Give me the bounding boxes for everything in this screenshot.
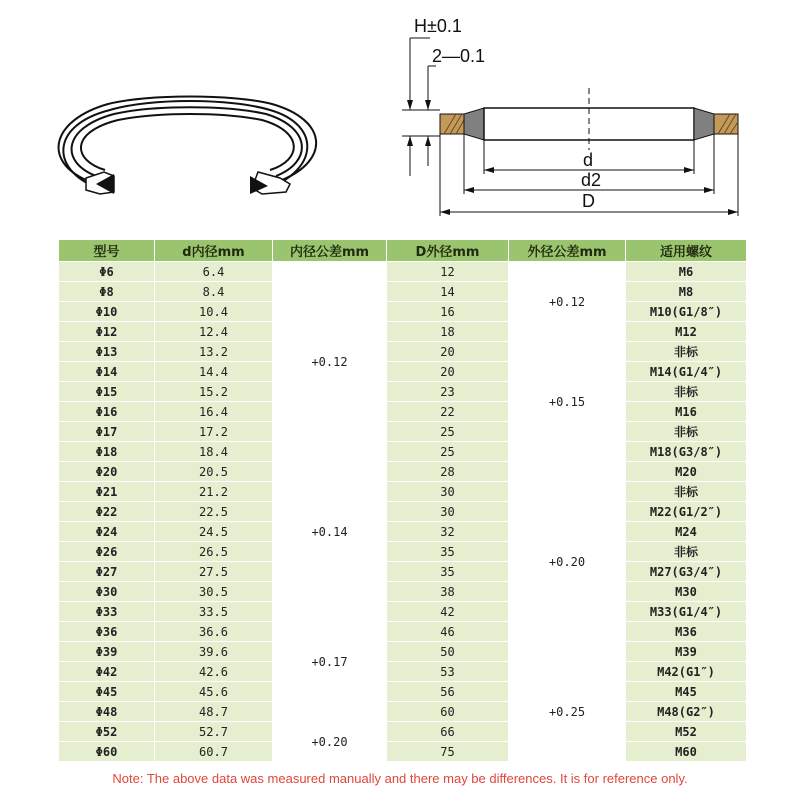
table-row — [59, 302, 747, 322]
model-cell: Φ17 — [59, 422, 155, 442]
table-row — [59, 602, 747, 622]
thread-cell: M14(G1/4″) — [626, 362, 747, 382]
table-row — [59, 742, 747, 762]
inner-tolerance-cell: +0.17 — [273, 602, 387, 722]
model-cell: Φ14 — [59, 362, 155, 382]
thread-cell: M8 — [626, 282, 747, 302]
thread-cell: M24 — [626, 522, 747, 542]
table-row — [59, 402, 747, 422]
outer-tolerance-cell: +0.20 — [509, 462, 626, 662]
seal-illustration — [0, 0, 800, 232]
dimension-label-outer-d: D — [582, 191, 595, 211]
header-inner-diameter: d内径mm — [155, 240, 273, 262]
table-row — [59, 702, 747, 722]
thread-cell: 非标 — [626, 422, 747, 442]
outer-diameter-cell: 56 — [387, 682, 509, 702]
table-row — [59, 422, 747, 442]
inner-diameter-cell: 13.2 — [155, 342, 273, 362]
inner-diameter-cell: 14.4 — [155, 362, 273, 382]
dimension-label-d: d — [583, 150, 594, 170]
table-row — [59, 362, 747, 382]
outer-diameter-cell: 14 — [387, 282, 509, 302]
model-cell: Φ48 — [59, 702, 155, 722]
outer-diameter-cell: 30 — [387, 502, 509, 522]
outer-diameter-cell: 60 — [387, 702, 509, 722]
thread-cell: M48(G2″) — [626, 702, 747, 722]
inner-diameter-cell: 52.7 — [155, 722, 273, 742]
table-row — [59, 522, 747, 542]
inner-diameter-cell: 45.6 — [155, 682, 273, 702]
table-row — [59, 342, 747, 362]
table-row — [59, 582, 747, 602]
outer-diameter-cell: 25 — [387, 422, 509, 442]
model-cell: Φ26 — [59, 542, 155, 562]
thread-cell: M16 — [626, 402, 747, 422]
model-cell: Φ39 — [59, 642, 155, 662]
inner-diameter-cell: 6.4 — [155, 262, 273, 282]
model-cell: Φ21 — [59, 482, 155, 502]
table-row — [59, 482, 747, 502]
inner-diameter-cell: 22.5 — [155, 502, 273, 522]
table-row — [59, 502, 747, 522]
model-cell: Φ42 — [59, 662, 155, 682]
inner-diameter-cell: 42.6 — [155, 662, 273, 682]
inner-diameter-cell: 36.6 — [155, 622, 273, 642]
model-cell: Φ15 — [59, 382, 155, 402]
outer-diameter-cell: 38 — [387, 582, 509, 602]
model-cell: Φ13 — [59, 342, 155, 362]
model-cell: Φ24 — [59, 522, 155, 542]
thread-cell: M18(G3/8″) — [626, 442, 747, 462]
inner-diameter-cell: 24.5 — [155, 522, 273, 542]
table-row — [59, 442, 747, 462]
table-row — [59, 722, 747, 742]
inner-diameter-cell: 16.4 — [155, 402, 273, 422]
outer-diameter-cell: 20 — [387, 362, 509, 382]
inner-diameter-cell: 21.2 — [155, 482, 273, 502]
inner-tolerance-cell: +0.12 — [273, 262, 387, 462]
dimension-label-thickness: 2—0.1 — [432, 46, 486, 66]
table-row — [59, 542, 747, 562]
outer-diameter-cell: 12 — [387, 262, 509, 282]
header-model: 型号 — [59, 240, 155, 262]
dimension-label-d2: d2 — [581, 170, 602, 190]
model-cell: Φ33 — [59, 602, 155, 622]
model-cell: Φ52 — [59, 722, 155, 742]
outer-tolerance-cell: +0.12 — [509, 262, 626, 342]
inner-diameter-cell: 20.5 — [155, 462, 273, 482]
table-header-row — [59, 240, 747, 262]
thread-cell: M6 — [626, 262, 747, 282]
thread-cell: M22(G1/2″) — [626, 502, 747, 522]
inner-diameter-cell: 10.4 — [155, 302, 273, 322]
inner-tolerance-cell: +0.20 — [273, 722, 387, 762]
table-row — [59, 682, 747, 702]
inner-diameter-cell: 17.2 — [155, 422, 273, 442]
inner-tolerance-cell: +0.14 — [273, 462, 387, 602]
model-cell: Φ16 — [59, 402, 155, 422]
outer-diameter-cell: 18 — [387, 322, 509, 342]
header-inner-tolerance: 内径公差mm — [273, 240, 387, 262]
outer-diameter-cell: 20 — [387, 342, 509, 362]
thread-cell: 非标 — [626, 382, 747, 402]
thread-cell: M60 — [626, 742, 747, 762]
inner-diameter-cell: 48.7 — [155, 702, 273, 722]
thread-cell: M33(G1/4″) — [626, 602, 747, 622]
inner-diameter-cell: 26.5 — [155, 542, 273, 562]
outer-diameter-cell: 30 — [387, 482, 509, 502]
thread-cell: M30 — [626, 582, 747, 602]
table-row — [59, 322, 747, 342]
thread-cell: M52 — [626, 722, 747, 742]
inner-diameter-cell: 15.2 — [155, 382, 273, 402]
thread-cell: M45 — [626, 682, 747, 702]
model-cell: Φ27 — [59, 562, 155, 582]
thread-cell: M36 — [626, 622, 747, 642]
inner-diameter-cell: 33.5 — [155, 602, 273, 622]
ring-cut-ends — [86, 172, 290, 194]
thread-cell: M20 — [626, 462, 747, 482]
inner-diameter-cell: 12.4 — [155, 322, 273, 342]
model-cell: Φ36 — [59, 622, 155, 642]
model-cell: Φ20 — [59, 462, 155, 482]
outer-diameter-cell: 28 — [387, 462, 509, 482]
model-cell: Φ12 — [59, 322, 155, 342]
header-outer-diameter: D外径mm — [387, 240, 509, 262]
outer-diameter-cell: 42 — [387, 602, 509, 622]
thread-cell: M39 — [626, 642, 747, 662]
model-cell: Φ6 — [59, 262, 155, 282]
outer-diameter-cell: 35 — [387, 562, 509, 582]
thread-cell: 非标 — [626, 342, 747, 362]
table-row — [59, 562, 747, 582]
header-thread: 适用螺纹 — [626, 240, 747, 262]
outer-tolerance-cell: +0.15 — [509, 342, 626, 462]
outer-diameter-cell: 35 — [387, 542, 509, 562]
outer-diameter-cell: 66 — [387, 722, 509, 742]
outer-diameter-cell: 50 — [387, 642, 509, 662]
model-cell: Φ18 — [59, 442, 155, 462]
outer-diameter-cell: 16 — [387, 302, 509, 322]
table-row — [59, 382, 747, 402]
table-row — [59, 642, 747, 662]
model-cell: Φ8 — [59, 282, 155, 302]
inner-diameter-cell: 30.5 — [155, 582, 273, 602]
outer-diameter-cell: 53 — [387, 662, 509, 682]
reference-note: Note: The above data was measured manually and there may be differences. It is for reference only. — [112, 771, 688, 786]
model-cell: Φ10 — [59, 302, 155, 322]
outer-diameter-cell: 23 — [387, 382, 509, 402]
outer-diameter-cell: 32 — [387, 522, 509, 542]
inner-diameter-cell: 18.4 — [155, 442, 273, 462]
thread-cell: M27(G3/4″) — [626, 562, 747, 582]
specification-table — [58, 239, 747, 762]
outer-tolerance-cell: +0.25 — [509, 662, 626, 762]
outer-diameter-cell: 25 — [387, 442, 509, 462]
thread-cell: 非标 — [626, 482, 747, 502]
dimension-label-h: H±0.1 — [414, 16, 462, 36]
outer-diameter-cell: 75 — [387, 742, 509, 762]
table-row — [59, 282, 747, 302]
inner-diameter-cell: 39.6 — [155, 642, 273, 662]
inner-diameter-cell: 60.7 — [155, 742, 273, 762]
thread-cell: M42(G1″) — [626, 662, 747, 682]
model-cell: Φ22 — [59, 502, 155, 522]
thread-cell: 非标 — [626, 542, 747, 562]
model-cell: Φ30 — [59, 582, 155, 602]
inner-diameter-cell: 27.5 — [155, 562, 273, 582]
table-row — [59, 662, 747, 682]
table-row — [59, 622, 747, 642]
thread-cell: M10(G1/8″) — [626, 302, 747, 322]
model-cell: Φ45 — [59, 682, 155, 702]
outer-diameter-cell: 22 — [387, 402, 509, 422]
model-cell: Φ60 — [59, 742, 155, 762]
inner-diameter-cell: 8.4 — [155, 282, 273, 302]
outer-diameter-cell: 46 — [387, 622, 509, 642]
table-row — [59, 462, 747, 482]
table-row — [59, 262, 747, 282]
header-outer-tolerance: 外径公差mm — [509, 240, 626, 262]
thread-cell: M12 — [626, 322, 747, 342]
